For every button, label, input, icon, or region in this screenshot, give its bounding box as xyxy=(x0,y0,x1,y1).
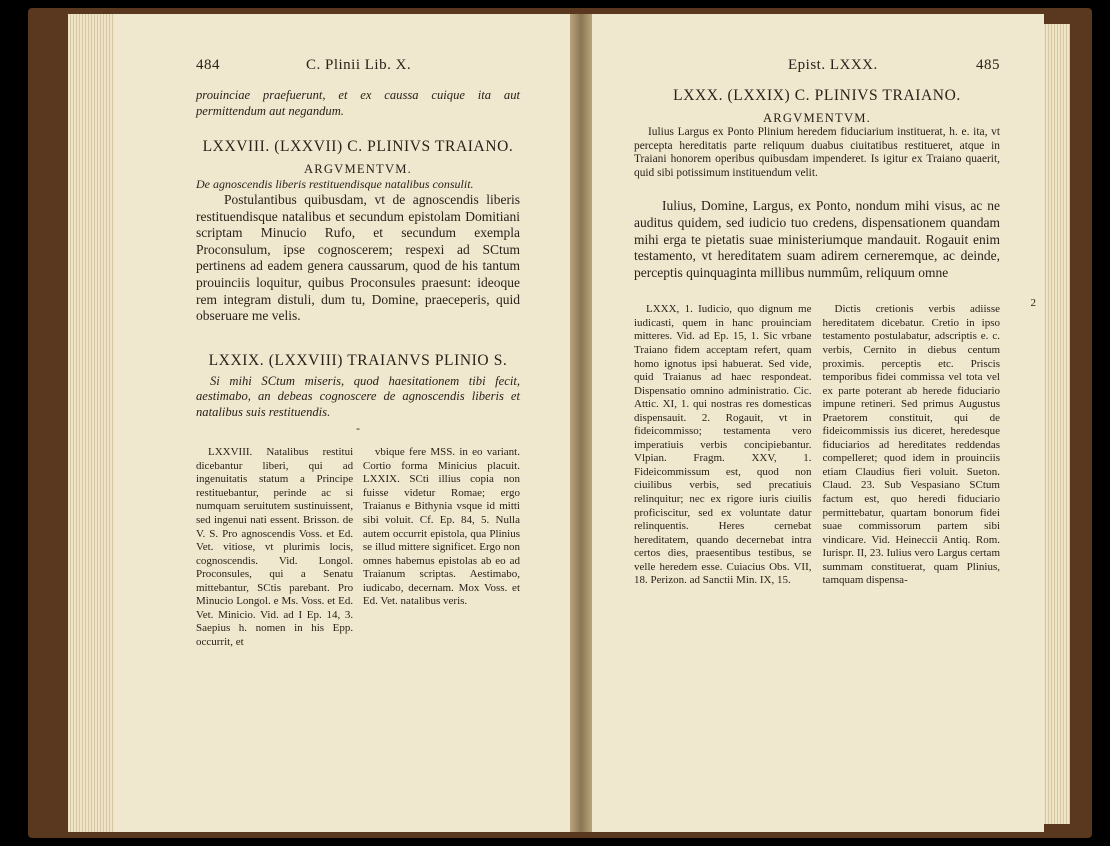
notes-text: LXXVIII. Natalibus restitui dicebantur liberi, qui ad ingenuitatis statum a Principe restituebantur, perinde ac si numquam seruitutem sustinuissent, sed ingenui nati essent. Brisson. de V. S. Pro agnoscendis Voss. et Ed. Vet. vitiose, vt plurimis locis, cognoscendis. Vid. Longol. Proconsules, qui a Senatu mittebantur, SCtis parebant. Pro Minucio Longol. e Ms. Voss. et Ed. Vet. Minicio. Vid. ad I Ep. 14, 3. Saepius h. nomen in his Epp. occurrit, et xyxy=(196,446,354,648)
notes xyxy=(196,446,520,649)
running-head: C. Plinii Lib. X. xyxy=(306,57,412,73)
notes-column xyxy=(196,446,353,649)
running-head: Epist. LXXX. xyxy=(788,57,878,73)
margin-number: 2 xyxy=(1030,297,1036,309)
notes-text: vbique fere MSS. in eo variant. Cortio forma Minicius placuit. LXXIX. SCti illius copia non fuisse videtur Romae; ergo Traianus e Bithynia vsque id mitti sibi voluit. Cf. Ep. 84, 5. Nulla autem occurrit epistola, qua Plinius se illud mittere significet. Ergo non omnes habemus epistolas ab eo ad Traianum scriptas. Aestimabo, iudicabo, decernam. Mox Voss. et Ed. Vet. natalibus veris. xyxy=(362,446,520,608)
letter-body: Postulantibus quibusdam, vt de agnoscendis liberis restituendisque natalibus et secundum epistolam Domitiani scriptam Minucio Rufo, et secundum exempla Proconsulum, ipse cognoscerem; respexi ad SCtum pertinens ad eadem genera caussarum, quod de his tantum prouinciis loquitur, quibus Proconsules praesunt: ideoque rem integram distuli, dum tu, Domine, praeceperis, quid obseruare me velis. xyxy=(196,192,520,324)
notes-column xyxy=(363,446,520,649)
argumentum-label: ARGVMENTVM. xyxy=(762,111,871,125)
running-header xyxy=(634,58,1000,80)
book-gutter xyxy=(570,14,592,832)
letter-body: Iulius, Domine, Largus, ex Ponto, nondum mihi visus, ac ne auditus quidem, sed iudicio tuo credens, dispensationem quandam mihi erga te pietatis suae ministeriumque mandauit. Rogauit enim testamento, vt hereditatem suam adirem cerneremque, ac deinde, perceptis quinquaginta millibus nummûm, reliquum omne xyxy=(634,198,1000,280)
letter-summary: Iulius Largus ex Ponto Plinium heredem fiduciarium instituerat, h. e. ita, vt percepta hereditatis parte reliquum duabus ciuitatibus restitueret, atque in Traiani honorem operibus quibusdam impenderet. Is igitur ex Traiano quaerit, quid sibi potissimum instituendum velit. xyxy=(634,126,1000,179)
page-edges-left xyxy=(68,14,118,832)
intro-text: prouinciae praefuerunt, et ex caussa cuique ita aut permittendum aut negandum. xyxy=(196,88,520,118)
notes-column xyxy=(823,303,1001,587)
notes-text: LXXX, 1. Iudicio, quo dignum me iudicasti, quem in hanc prouinciam mitteres. Vid. ad Ep. 15, 1. Sic vrbane Traiano fidem acceptam refert, quam homo ignotus ipsi habuerat. Sed vide, quid Traianus ad haec respondeat. Dispensatio omnino administratio. Cic. Attic. XI, 1. qui nostras res domesticas dispensauit. 2. Rogauit, vt in fideicommisso; testamenta vero imperatiuis verbis concipiebantur. Vlpian. Fragm. XXV, 1. Fideicommissum est, quod non ciuilibus verbis, sed precatiuis relinquitur; nec ex rigore iuris ciuilis proficiscitur, sed ex voluntate datur relinquentis. Heres cernebat hereditatem, quando decernebat intra certos dies, praesentibus testibus, se velle heredem esse. Cuiacius Obs. VII, 18. Perizon. ad Sanctii Min. IX, 15. xyxy=(634,303,812,587)
left-page xyxy=(114,14,576,832)
argumentum-label: ARGVMENTVM. xyxy=(303,162,412,176)
letter-heading: LXXX. (LXXIX) C. PLINIVS TRAIANO. xyxy=(673,87,961,104)
separator: - xyxy=(356,422,360,436)
page-number: 485 xyxy=(976,57,1000,73)
letter-summary: De agnoscendis liberis restituendisque natalibus consulit. xyxy=(196,177,474,191)
page-number: 484 xyxy=(196,57,220,73)
right-page xyxy=(584,14,1044,832)
letter-body: Si mihi SCtum miseris, quod haesitationem tibi fecit, aestimabo, an debeas cognoscere de agnoscendis liberis et natalibus suis restituendis. xyxy=(196,373,520,419)
letter-heading: LXXIX. (LXXVIII) TRAIANVS PLINIO S. xyxy=(208,351,508,369)
notes xyxy=(634,303,1000,587)
letter-heading: LXXVIII. (LXXVII) C. PLINIVS TRAIANO. xyxy=(202,138,514,155)
running-header xyxy=(196,58,520,80)
notes-text: Dictis cretionis verbis adiisse hereditatem dicebatur. Cretio in ipso testamento postulabatur, adscriptis e. c. verbis, Cernito in diebus centum proximis. perceptis etc. Priscis temporibus fidei commissa vel tota vel ex parte poterant ab herede fiduciario impune retineri. Sed primus Augustus Praetorem constituit, qui de fideicommissis ius diceret, heredesque fiduciarios ad hereditates reddendas compelleret; quod idem in prouinciis etiam Claudius fieri voluit. Sueton. Claud. 23. Sub Vespasiano SCtum factum est, quo heredi fiduciario permittebatur, quartam bonorum fidei suae commissorum partem sibi vindicare. Vid. Heineccii Antiq. Rom. Iurispr. II, 23. Iulius vero Largus certam summam constituerat, quam Plinius, tamquam dispensa- xyxy=(822,303,1000,587)
notes-column xyxy=(634,303,812,587)
page-edges-right xyxy=(1042,24,1070,824)
